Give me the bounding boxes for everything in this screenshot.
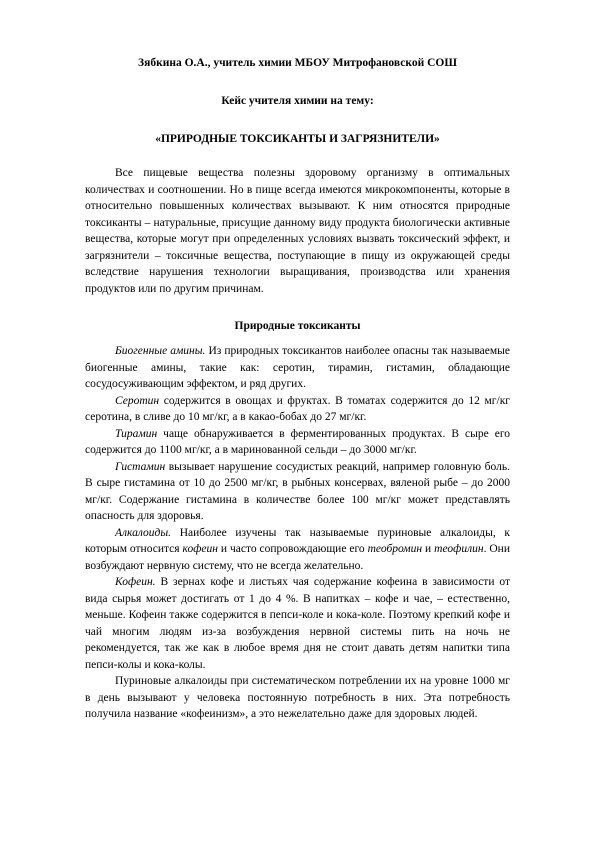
term-alkaloids: Алкалоиды. bbox=[115, 526, 172, 539]
intro-paragraph: Все пищевые вещества полезны здоровому организму в оптимальных количествах и соотношении. Но в пище всегда имеются микрокомпоненты, которые в относительно повышенных количествах вызывают. К ним относятся природные токсиканты – натуральные, присущие данному виду продукта биологически активные вещества, которые могут при определенных условиях вызвать токсический эффект, и загрязнители – токсичные вещества, поступающие в пищу из окружающей среды вследствие нарушения технологии выращивания, производства или хранения продуктов или по другим причинам. bbox=[85, 167, 510, 295]
document-content bbox=[85, 56, 510, 723]
paragraph-text: Из природных токсикантов наиболее опасны так называемые биогенные амины, такие как: серотин, тирамин, гистамин, обладающие сосудосуживающим эффектом, и ряд других. bbox=[85, 345, 511, 390]
paragraph-text: содержится в овощах и фруктах. В томатах содержится до 12 мг/кг серотина, в сливе до 10 мг/кг, а в какао-бобах до 27 мг/кг. bbox=[85, 394, 510, 423]
paragraph-text: В зернах кофе и листьях чая содержание кофеина в зависимости от вида сырья может достигать от 1 до 4 %. В напитках – кофе и чае, – естественно, меньше. Кофеин также содержится в пепси-коле и кока-коле. Поэтому крепкий кофе и чай многим людям из-за возбуждения нервной системы пить на ночь не рекомендуется, так же как в любое время дня не стоит давать детям напитки типа пепси-колы и кока-колы. bbox=[85, 576, 510, 671]
paragraph-caffeine bbox=[85, 574, 510, 673]
section-title: Природные токсиканты bbox=[234, 320, 361, 332]
case-subtitle: Кейс учителя химии на тему: bbox=[221, 95, 374, 107]
paragraph-text: Наиболее изучены так называемые пуриновые алкалоиды, к которым относится bbox=[85, 526, 510, 555]
paragraph-serotin bbox=[85, 393, 510, 426]
paragraph-tiramin bbox=[85, 426, 510, 459]
paragraph-biogenic-amines bbox=[85, 343, 510, 393]
term-theobromine: теобромин bbox=[367, 543, 423, 555]
author-line: Зябкина О.А., учитель химии МБОУ Митрофановской СОШ bbox=[138, 57, 457, 69]
term-caffeine-heading: Кофеин. bbox=[115, 576, 156, 588]
paragraph-alkaloids bbox=[85, 525, 510, 575]
paragraph-histamin bbox=[85, 459, 510, 525]
paragraph-text: . Они возбуждают нервную систему, что не всегда желательно. bbox=[85, 543, 510, 572]
term-biogenic-amines: Биогенные амины. bbox=[115, 345, 206, 357]
term-caffeine: кофеин bbox=[182, 543, 218, 555]
paragraph-text: и часто сопровождающие его bbox=[217, 543, 368, 555]
term-histamin: Гистамин bbox=[115, 460, 166, 473]
term-serotin: Серотин bbox=[115, 394, 160, 407]
paragraph-text: чаще обнаруживается в ферментированных продуктах. В сыре его содержится до 1100 мг/кг, а в маринованной сельди – до 3000 мг/кг. bbox=[85, 427, 510, 456]
paragraph-purine-alkaloids: Пуриновые алкалоиды при систематическом потреблении их на уровне 1000 мг в день вызывают у человека постоянную потребность в них. Эта потребность получила название «кофеинизм», а это нежелательно даже для здоровых людей. bbox=[85, 675, 510, 720]
term-tiramin: Тирамин bbox=[115, 427, 158, 440]
paragraph-text: и bbox=[422, 543, 435, 555]
document-title: «ПРИРОДНЫЕ ТОКСИКАНТЫ И ЗАГРЯЗНИТЕЛИ» bbox=[155, 133, 440, 145]
term-theophylline: теофилин bbox=[434, 543, 484, 555]
paragraph-text: вызывает нарушение сосудистых реакций, например головную боль. В сыре гистамина от 10 до 2500 мг/кг, в рыбных консервах, вяленой рыбе – до 2000 мг/кг. Содержание гистамина в количестве более 100 мг/кг может представлять опасность для здоровья. bbox=[85, 460, 510, 522]
